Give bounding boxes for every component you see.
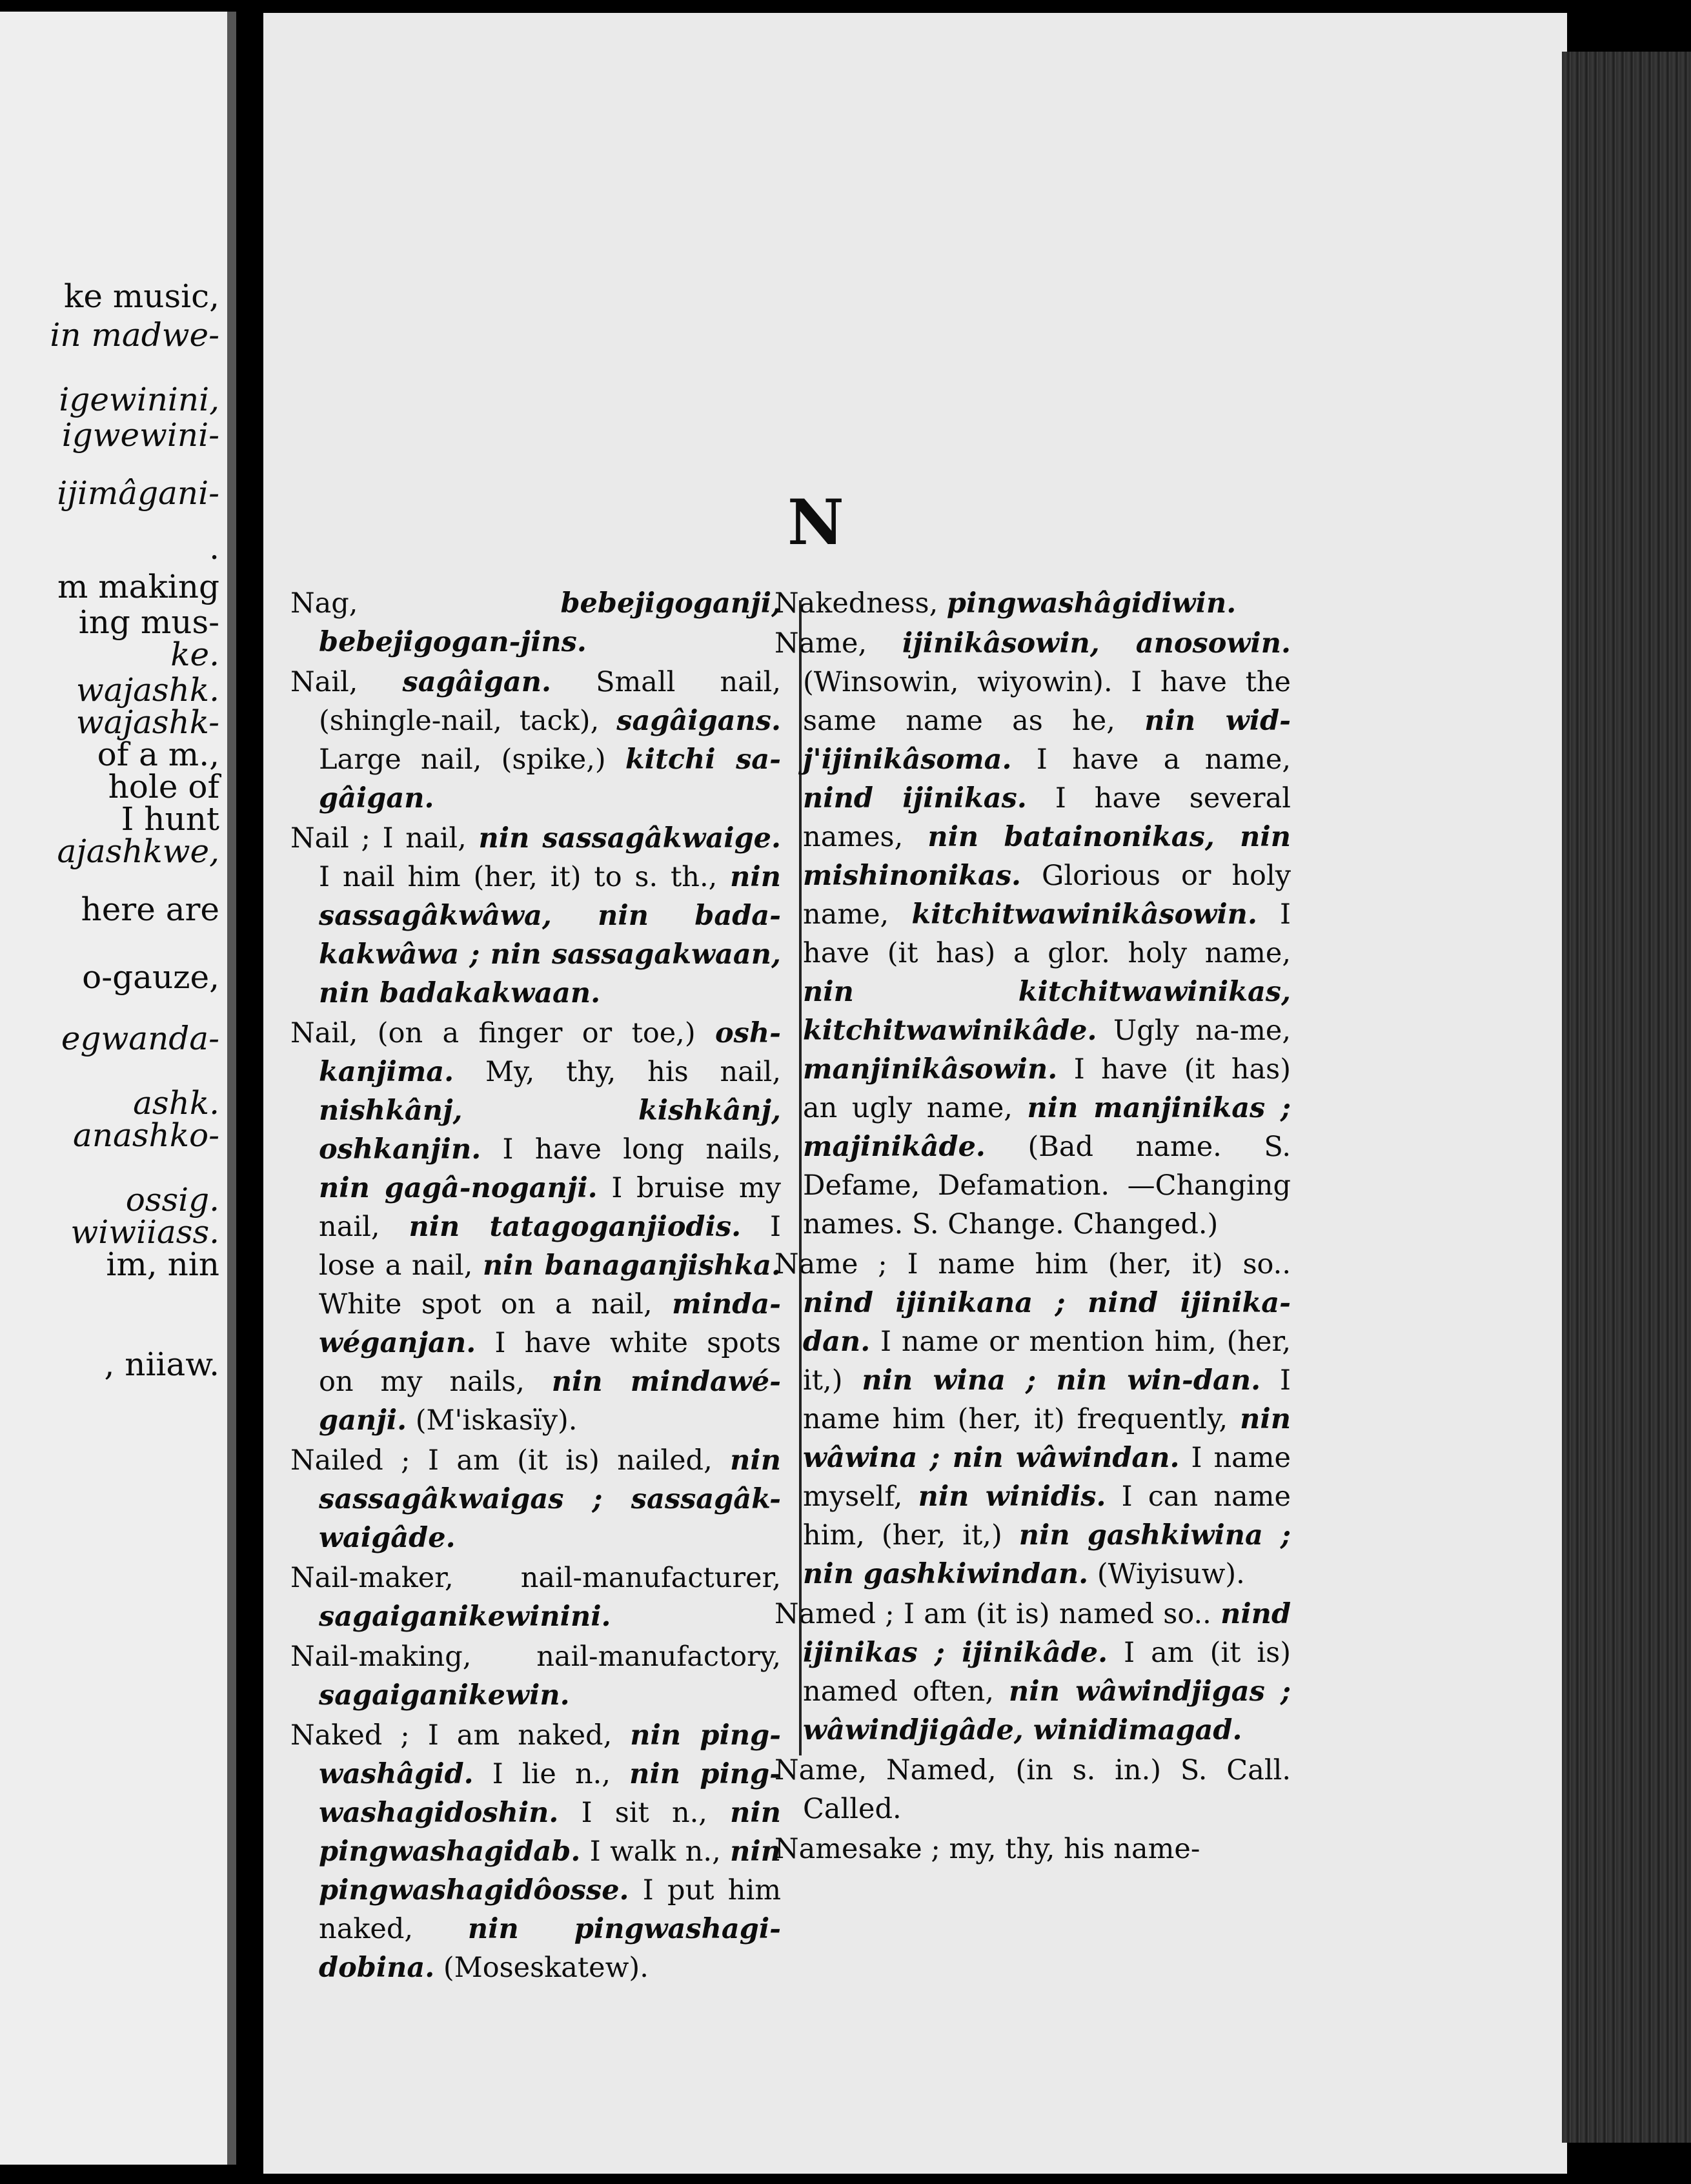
facing-page-fragment: wajashk-: [76, 703, 219, 741]
ojibwe-term: sagaiganikewin.: [319, 1679, 570, 1712]
facing-page-fragment: anashko-: [73, 1117, 219, 1154]
ojibwe-term: nin sassagâkwaigas ; sassagâk-waigâde.: [319, 1444, 781, 1554]
english-gloss: I have long nails,: [502, 1133, 781, 1166]
ojibwe-term: nin pingwashagi-dobina.: [319, 1913, 781, 1984]
english-gloss: Large nail, (spike,): [319, 743, 606, 776]
english-gloss: White spot on a nail,: [319, 1288, 653, 1320]
facing-page-fragment: of a m.,: [97, 736, 219, 773]
facing-page-fragment: ke music,: [64, 278, 219, 315]
ojibwe-term: nin manjinikas ; majinikâde.: [803, 1092, 1291, 1163]
ojibwe-term: nin gagâ-noganji.: [319, 1172, 598, 1204]
facing-page: [0, 12, 236, 2165]
english-gloss: I lose a nail,: [319, 1211, 782, 1282]
ojibwe-term: nin sassagâkwaige.: [478, 822, 782, 854]
ojibwe-term: sagâigans.: [616, 705, 781, 737]
ojibwe-term: nin wina ; nin win-dan.: [862, 1364, 1261, 1397]
dictionary-entry: [290, 1014, 781, 1440]
headword: Nail-making,: [290, 1641, 472, 1673]
facing-page-fragment: , niiaw.: [104, 1346, 219, 1383]
english-gloss: I have (it has) a glor. holy name,: [803, 898, 1291, 969]
headword: Namesake ;: [775, 1833, 940, 1865]
facing-page-fragment: igewinini,: [59, 381, 219, 418]
english-gloss: I put him naked,: [319, 1874, 782, 1945]
dictionary-entry: [290, 1559, 781, 1636]
ojibwe-term: nin wâwina ; nin wâwindan.: [803, 1403, 1291, 1474]
english-gloss: (Wiyisuw).: [1097, 1558, 1245, 1590]
english-gloss: my, thy, his name-: [949, 1833, 1200, 1865]
ojibwe-term: nin tatagoganjiodis.: [409, 1211, 742, 1243]
right-column: [775, 584, 1291, 1870]
english-gloss: I name him (her, it) so..: [907, 1248, 1291, 1280]
dictionary-entry: [775, 584, 1291, 623]
english-gloss: (on a finger or toe,): [377, 1017, 696, 1049]
ojibwe-term: nin pingwashagidôosse.: [319, 1835, 782, 1906]
english-gloss: I name him (her, it) frequently,: [803, 1364, 1291, 1435]
english-gloss: I have white spots on my nails,: [319, 1327, 781, 1398]
facing-page-fragment: ajashkwe,: [57, 833, 219, 870]
ojibwe-term: nind ijinikana ; nind ijinika-dan.: [803, 1287, 1291, 1358]
english-gloss: I sit n.,: [581, 1797, 707, 1829]
ojibwe-term: nin ping-washâgid.: [319, 1719, 782, 1790]
english-gloss: I have several names,: [803, 782, 1291, 853]
dictionary-entry: [775, 1751, 1291, 1828]
english-gloss: I have (it has) an ugly name,: [803, 1053, 1291, 1124]
english-gloss: Small nail, (shingle-nail, tack),: [319, 666, 781, 737]
english-gloss: (Moseskatew).: [443, 1952, 649, 1984]
english-gloss: I nail,: [382, 822, 467, 854]
ojibwe-term: nin ping-washagidoshin.: [319, 1758, 781, 1829]
ojibwe-term: nishkânj, kishkânj, oshkanjin.: [319, 1095, 781, 1166]
facing-page-fragment: o-gauze,: [82, 958, 219, 996]
english-gloss: My, thy, his nail,: [485, 1056, 782, 1088]
ojibwe-term: sagaiganikewinini.: [319, 1601, 611, 1633]
headword: Name, Named,: [775, 1754, 997, 1786]
facing-page-fragment: igwewini-: [61, 416, 219, 454]
ojibwe-term: nind ijinikas ; ijinikâde.: [803, 1598, 1291, 1669]
ojibwe-term: nin banaganjishka.: [483, 1249, 781, 1282]
english-gloss: (M'iskasïy).: [415, 1404, 578, 1437]
dictionary-entry: [290, 1716, 781, 1987]
facing-page-fragment: egwanda-: [61, 1020, 219, 1057]
ojibwe-term: nin winidis.: [918, 1481, 1106, 1513]
ojibwe-term: nin pingwashagidab.: [319, 1797, 782, 1868]
dictionary-entry: [775, 1245, 1291, 1593]
dictionary-entry: [290, 1441, 781, 1557]
english-gloss: I am (it is) named often,: [803, 1637, 1291, 1708]
facing-page-fragment: ijimâgani-: [57, 474, 219, 512]
ojibwe-term: nin kitchitwawinikas, kitchitwawinikâde.: [803, 976, 1291, 1047]
headword: Nail,: [290, 1017, 358, 1049]
english-gloss: Glorious or holy name,: [803, 860, 1291, 931]
english-gloss: nail-manufacturer,: [520, 1562, 781, 1594]
english-gloss: nail-manufactory,: [536, 1641, 781, 1673]
ojibwe-term: nin sassagâkwâwa, nin bada-kakwâwa ; nin sassagakwaan, nin badakakwaan.: [319, 861, 781, 1009]
facing-page-fragment: ashk.: [133, 1084, 219, 1122]
ojibwe-term: kitchitwawinikâsowin.: [911, 898, 1257, 931]
headword: Name,: [775, 627, 867, 660]
headword: Name ;: [775, 1248, 887, 1280]
ojibwe-term: sagâigan.: [402, 666, 551, 698]
ojibwe-term: nin gashkiwina ; nin gashkiwindan.: [803, 1519, 1291, 1590]
dictionary-entry: [290, 663, 781, 818]
english-gloss: I name myself,: [803, 1442, 1291, 1513]
dictionary-entry: [775, 1595, 1291, 1750]
facing-page-fragment: here are: [81, 891, 219, 928]
ojibwe-term: ijinikâsowin, anosowin.: [902, 627, 1291, 660]
english-gloss: I walk n.,: [589, 1835, 721, 1868]
facing-page-fragment: hole of: [108, 768, 219, 805]
facing-page-fragment: wajashk.: [76, 671, 219, 709]
facing-page-fragment: m making: [57, 568, 219, 605]
facing-page-fragment: .: [209, 529, 219, 567]
ojibwe-term: bebejigoganji, bebejigogan-jins.: [319, 587, 781, 658]
dictionary-entry: [775, 1830, 1291, 1868]
ojibwe-term: nin wid-j'ijinikâsoma.: [803, 705, 1291, 776]
ojibwe-term: nin batainonikas, nin mishinonikas.: [803, 821, 1291, 892]
headword: Named ;: [775, 1598, 895, 1630]
facing-page-fragment: in madwe-: [50, 316, 219, 354]
english-gloss: I bruise my nail,: [319, 1172, 781, 1243]
english-gloss: I can name him, (her, it,): [803, 1481, 1291, 1552]
english-gloss: I name or mention him, (her, it,): [803, 1326, 1291, 1397]
headword: Nailed ;: [290, 1444, 410, 1477]
facing-page-fragment: I hunt: [121, 800, 219, 838]
facing-page-fragment: ke.: [170, 636, 219, 673]
english-gloss: I am (it is) named so..: [904, 1598, 1211, 1630]
dictionary-entry: [290, 1637, 781, 1715]
english-gloss: I nail him (her, it) to s. th.,: [319, 861, 718, 893]
ojibwe-term: kitchi sa-gâigan.: [319, 743, 781, 814]
headword: Naked ;: [290, 1719, 410, 1752]
headword: Nail,: [290, 666, 358, 698]
english-gloss: Ugly na-me,: [1113, 1015, 1291, 1047]
ojibwe-term: minda-wéganjan.: [319, 1288, 781, 1359]
dictionary-entry: [775, 624, 1291, 1244]
book-page-edges: [1562, 52, 1691, 2143]
ojibwe-term: nind ijinikas.: [803, 782, 1027, 814]
ojibwe-term: pingwashâgidiwin.: [946, 587, 1237, 620]
facing-page-fragment: im, nin: [106, 1246, 219, 1283]
headword: Nail-maker,: [290, 1562, 454, 1594]
english-gloss: (Winsowin, wiyowin). I have the same name as he,: [803, 666, 1291, 737]
headword: Nag,: [290, 587, 358, 620]
facing-page-fragment: wiwiiass.: [70, 1213, 219, 1251]
dictionary-entry: [290, 584, 781, 662]
english-gloss: (Bad name. S. Defame, Defamation. —Changing names. S. Change. Changed.): [803, 1131, 1291, 1240]
headword: Nail ;: [290, 822, 370, 854]
section-letter: N: [787, 486, 844, 559]
dictionary-entry: [290, 819, 781, 1013]
ojibwe-term: nin mindawé-ganji.: [319, 1366, 781, 1437]
facing-page-fragment: ing mus-: [78, 603, 219, 641]
english-gloss: I lie n.,: [492, 1758, 611, 1790]
headword: Nakedness,: [775, 587, 938, 620]
english-gloss: (in s. in.) S. Call. Called.: [803, 1754, 1291, 1825]
facing-page-fragment: ossig.: [125, 1181, 219, 1218]
left-column: [290, 584, 781, 1988]
ojibwe-term: osh-kanjima.: [319, 1017, 781, 1088]
english-gloss: I have a name,: [1036, 743, 1291, 776]
ojibwe-term: manjinikâsowin.: [803, 1053, 1058, 1086]
english-gloss: I am naked,: [427, 1719, 613, 1752]
english-gloss: I am (it is) nailed,: [427, 1444, 713, 1477]
ojibwe-term: nin wâwindjigas ; wâwindjigâde, winidimagad.: [803, 1675, 1291, 1746]
